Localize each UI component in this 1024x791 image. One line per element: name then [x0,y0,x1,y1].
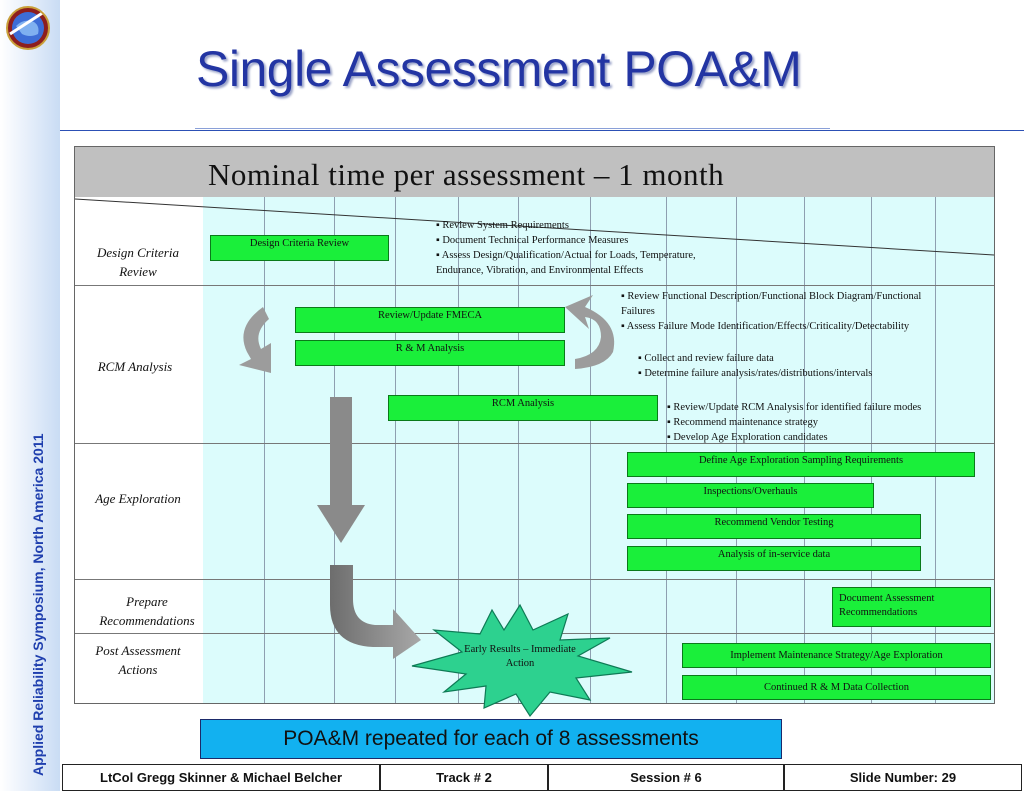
note-line: ▪ Recommend maintenance strategy [667,417,818,428]
sidebar [0,0,60,791]
row-label-rcm-analysis [85,357,185,376]
row-label-age-exploration [83,489,193,508]
rcm-notes [667,400,921,445]
footer-session: Session # 6 [548,764,784,791]
task-bar-document-recommendations: Document Assessment Recommendations [832,587,991,627]
title-underline [195,128,830,129]
task-bar-implement-strategy: Implement Maintenance Strategy/Age Exploration [682,643,991,668]
row-label-text: RCM Analysis [97,359,173,374]
note-line: ▪ Review/Update RCM Analysis for identified failure modes [667,402,922,413]
design-notes [436,218,696,278]
footer-slide-number: Slide Number: 29 [784,764,1022,791]
row-label-text: Design Criteria Review [97,245,179,279]
task-bar-rcm-analysis: RCM Analysis [388,395,658,421]
footer-track: Track # 2 [380,764,548,791]
note-line: ▪ Assess Failure Mode Identification/Effects/Criticality/Detectability [621,321,910,332]
task-bar-inspections: Inspections/Overhauls [627,483,874,508]
note-line: ▪ Determine failure analysis/rates/distributions/intervals [638,368,873,379]
footer [62,764,1022,791]
task-bar-rm-analysis: R & M Analysis [295,340,565,366]
note-line: ▪ Review System Requirements [436,220,569,231]
row-label-text: Age Exploration [95,491,181,506]
note-line: ▪ Review Functional Description/Functional Block Diagram/Functional [621,291,922,302]
row-label-prepare-recommendations [87,592,207,630]
task-bar-vendor-testing: Recommend Vendor Testing [627,514,921,539]
note-line: Failures [621,306,655,317]
task-bar-review-fmeca: Review/Update FMECA [295,307,565,333]
note-line: ▪ Assess Design/Qualification/Actual for Loads, Temperature, [436,250,696,261]
task-bar-design-criteria-review: Design Criteria Review [210,235,389,261]
task-bar-define-age-exploration: Define Age Exploration Sampling Requirements [627,452,975,477]
note-line: ▪ Develop Age Exploration candidates [667,432,828,443]
task-bar-in-service-data: Analysis of in-service data [627,546,921,571]
note-line: Endurance, Vibration, and Environmental Effects [436,265,644,276]
early-results-label: Early Results – Immediate Action [464,644,576,669]
sidebar-caption: Applied Reliability Symposium, North America 2011 [30,433,46,776]
row-label-post-assessment [83,641,193,679]
chart-title: Nominal time per assessment – 1 month [208,157,725,192]
row-label-design-criteria [83,243,193,281]
row-label-text: Prepare Recommendations [99,594,195,628]
task-bar-continued-collection: Continued R & M Data Collection [682,675,991,700]
row-label-text: Post Assessment Actions [95,643,181,677]
slide-title: Single Assessment POA&M [196,41,802,97]
fmeca-notes [621,289,921,334]
title-divider [60,130,1024,131]
rm-notes [638,351,872,381]
logo-icon [4,4,52,52]
repeat-banner: POA&M repeated for each of 8 assessments [200,719,782,759]
note-line: ▪ Collect and review failure data [638,353,774,364]
footer-authors: LtCol Gregg Skinner & Michael Belcher [62,764,380,791]
note-line: ▪ Document Technical Performance Measures [436,235,629,246]
